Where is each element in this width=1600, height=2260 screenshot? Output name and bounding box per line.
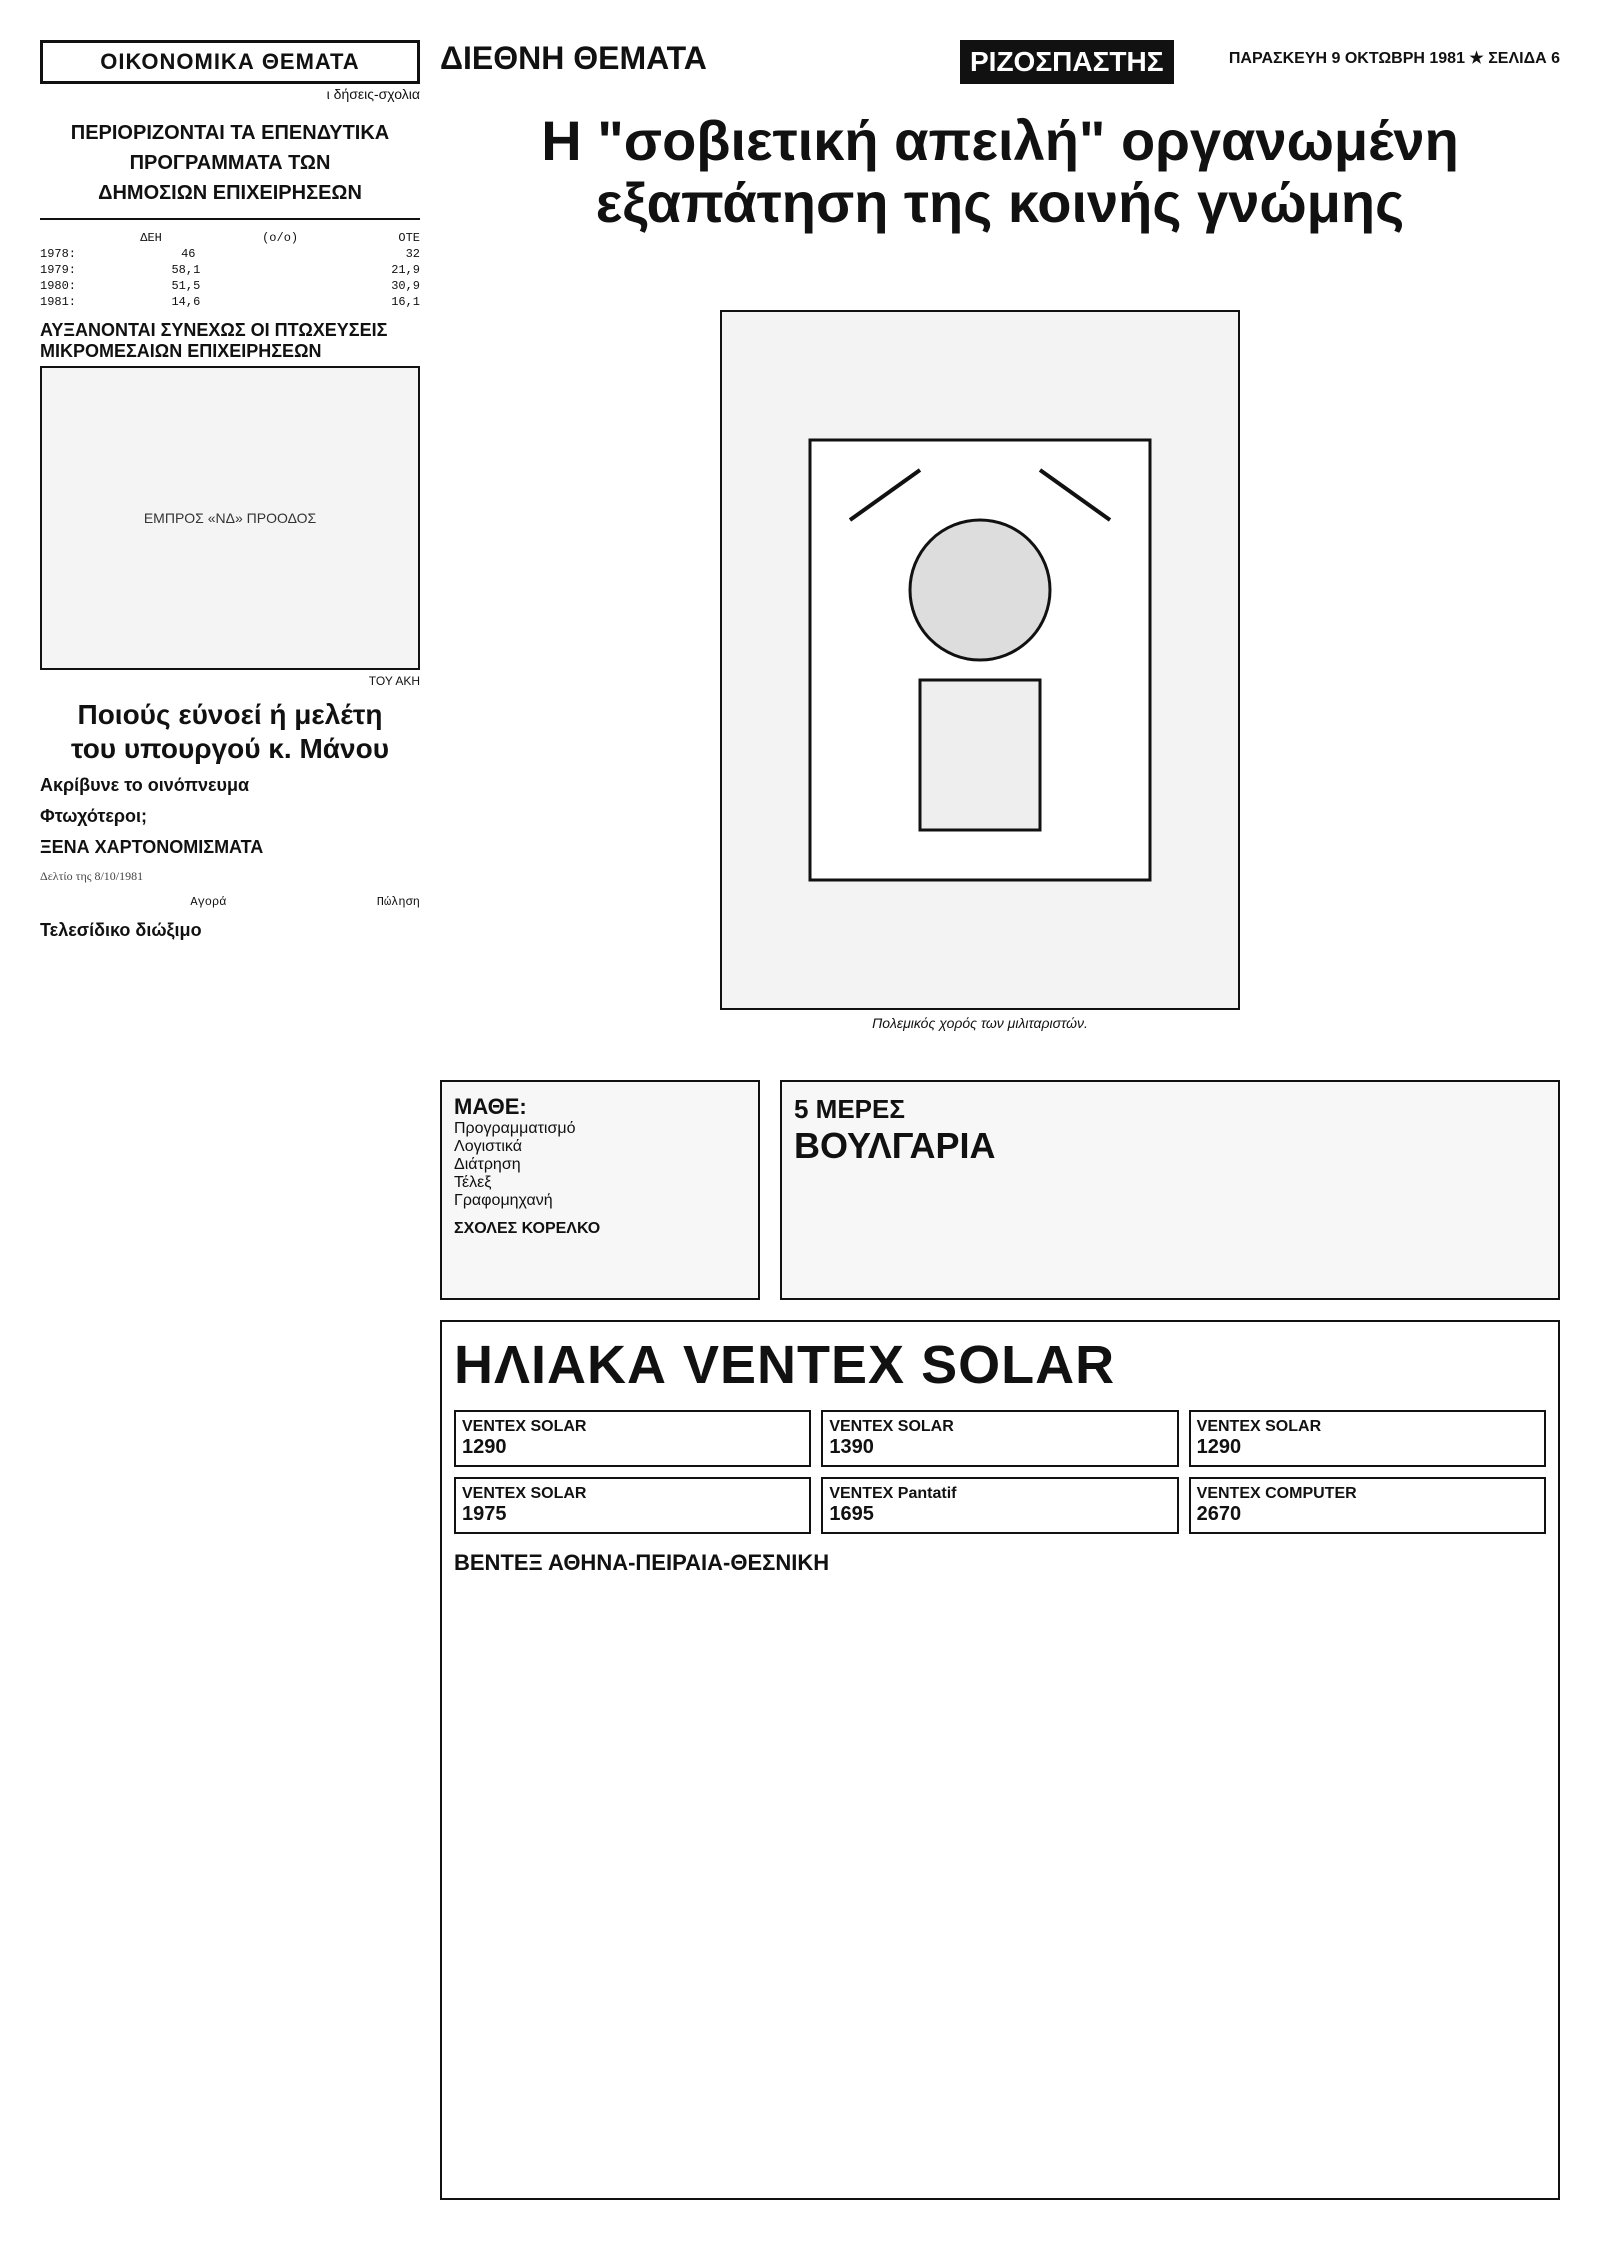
- watch-price: 2670: [1196, 1503, 1242, 1525]
- table-header-cell: (ο/ο): [262, 231, 299, 245]
- mathe-school: ΣΧΟΛΕΣ ΚΟΡΕΛΚΟ: [454, 1220, 601, 1237]
- section-header: ΟΙΚΟΝΟΜΙΚΑ ΘΕΜΑΤΑ: [40, 40, 420, 84]
- lower-content: [440, 1080, 1560, 2220]
- watch-card: [454, 1477, 811, 1534]
- main-headline: [440, 110, 1560, 290]
- fx-header-cell: Πώληση: [376, 895, 420, 910]
- ventex-footer: ΒΕΝΤΕΞ ΑΘΗΝΑ-ΠΕΙΡΑΙΑ-ΘΕΣΝΙΚΗ: [454, 1550, 830, 1575]
- mathe-ad: [440, 1080, 760, 1300]
- mathe-title: ΜΑΘΕ:: [454, 1094, 527, 1119]
- main-headline-line-2: εξαπάτηση της κοινής γνώμης: [595, 170, 1405, 234]
- watch-price: 1290: [1196, 1436, 1242, 1458]
- left-headline-line-2: ΠΡΟΓΡΑΜΜΑΤΑ ΤΩΝ: [129, 152, 331, 174]
- watch-card: [1189, 1477, 1546, 1534]
- mathe-item: Προγραμματισμό: [454, 1120, 576, 1137]
- table-cell: 51,5: [171, 279, 201, 293]
- watch-name: VENTEX SOLAR: [829, 1418, 954, 1435]
- watch-grid: [454, 1410, 1546, 1534]
- illustration-caption: Πολεμικός χορός των μιλιταριστών.: [872, 1015, 1088, 1031]
- table-cell: 1978:: [40, 247, 77, 261]
- watch-price: 1975: [462, 1503, 507, 1525]
- fx-table-header: [40, 894, 420, 910]
- bulgaria-ad: [780, 1080, 1560, 1300]
- table-row: [40, 278, 420, 294]
- mathe-item: Τέλεξ: [454, 1174, 492, 1191]
- left-subhead: ΑΥΞΑΝΟΝΤΑΙ ΣΥΝΕΧΩΣ ΟΙ ΠΤΩΧΕΥΣΕΙΣ ΜΙΚΡΟΜΕΣΑΙΩΝ ΕΠΙΧΕΙΡΗΣΕΩΝ: [40, 320, 388, 361]
- table-cell: 46: [181, 247, 196, 261]
- cartoon-caption: ΤΟΥ ΑΚΗ: [368, 674, 420, 688]
- mathe-item: Διάτρηση: [454, 1156, 521, 1173]
- poor-head: Φτωχότεροι;: [40, 806, 148, 827]
- table-row: [40, 262, 420, 278]
- watch-card: [821, 1477, 1178, 1534]
- table-cell: 14,6: [171, 295, 201, 309]
- ventex-title: ΗΛΙΑΚΑ VENTEX SOLAR: [454, 1335, 1116, 1395]
- table-header-cell: ΔΕΗ: [140, 231, 162, 245]
- left-question-headline: [40, 698, 420, 765]
- table-cell: 1980:: [40, 279, 77, 293]
- divider: [40, 218, 420, 220]
- table-header-cell: ΟΤΕ: [398, 231, 420, 245]
- fx-header-cell: Αγορά: [190, 895, 227, 910]
- left-cartoon: [40, 366, 420, 670]
- watch-name: VENTEX COMPUTER: [1196, 1485, 1357, 1502]
- table-row: [40, 246, 420, 262]
- ventex-ad: [440, 1320, 1560, 2200]
- fx-header-row: [40, 894, 420, 910]
- left-column: [40, 40, 420, 2220]
- table-cell: 16,1: [391, 295, 420, 309]
- watch-name: VENTEX Pantatif: [829, 1485, 957, 1502]
- watch-card: [1189, 1410, 1546, 1467]
- table-cell: 58,1: [171, 263, 201, 277]
- left-headline-line-1: ΠΕΡΙΟΡΙΖΟΝΤΑΙ ΤΑ ΕΠΕΝΔΥΤΙΚΑ: [70, 122, 390, 144]
- left-question-line-1: Ποιούς εύνοεί ή μελέτη: [77, 699, 383, 730]
- watch-card: [454, 1410, 811, 1467]
- bulgaria-days: 5 ΜΕΡΕΣ: [794, 1094, 905, 1124]
- mathe-item: Γραφομηχανή: [454, 1192, 553, 1209]
- table-row: [40, 294, 420, 310]
- illustration-icon: [770, 400, 1190, 920]
- table-cell: 30,9: [391, 279, 420, 293]
- masthead: ΡΙΖΟΣΠΑΣΤΗΣ: [960, 40, 1174, 84]
- left-headline-line-3: ΔΗΜΟΣΙΩΝ ΕΠΙΧΕΙΡΗΣΕΩΝ: [98, 182, 362, 204]
- date-line: ΠΑΡΑΣΚΕΥΗ 9 ΟΚΤΩΒΡΗ 1981 ★ ΣΕΛΙΔΑ 6: [1228, 50, 1560, 67]
- left-headline: [40, 118, 420, 208]
- table-cell: 1981:: [40, 295, 77, 309]
- wine-head: Ακρίβυνε το οινόπνευμα: [40, 775, 250, 796]
- watch-price: 1695: [829, 1503, 874, 1525]
- watch-price: 1290: [462, 1436, 507, 1458]
- table-header-row: [40, 230, 420, 246]
- cartoon-label: ΕΜΠΡΟΣ «ΝΔ» ΠΡΟΟΔΟΣ: [143, 510, 317, 526]
- fx-date: Δελτίο της 8/10/1981: [40, 869, 144, 884]
- top-bar: [440, 40, 1560, 100]
- tele-head: Τελεσίδικο διώξιμο: [40, 920, 202, 941]
- table-cell: 21,9: [391, 263, 420, 277]
- mathe-item: Λογιστικά: [454, 1138, 522, 1155]
- table-cell: 32: [405, 247, 420, 261]
- left-question-line-2: του υπουργού κ. Μάνου: [70, 732, 389, 764]
- table-cell: 1979:: [40, 263, 77, 277]
- investment-table: [40, 230, 420, 310]
- main-illustration: [720, 310, 1240, 1010]
- watch-card: [821, 1410, 1178, 1467]
- fx-head: ΞΕΝΑ ΧΑΡΤΟΝΟΜΙΣΜΑΤΑ: [40, 837, 264, 858]
- watch-name: VENTEX SOLAR: [462, 1418, 587, 1435]
- watch-name: VENTEX SOLAR: [1196, 1418, 1322, 1435]
- section-subtag: ι δήσεις-σχολια: [326, 86, 420, 102]
- main-headline-line-1: Η "σοβιετική απειλή" οργανωμένη: [541, 109, 1459, 172]
- bulgaria-title: ΒΟΥΛΓΑΡΙΑ: [794, 1125, 996, 1166]
- watch-name: VENTEX SOLAR: [462, 1485, 587, 1502]
- section-title: ΔΙΕΘΝΗ ΘΕΜΑΤΑ: [440, 40, 707, 76]
- watch-price: 1390: [829, 1436, 874, 1458]
